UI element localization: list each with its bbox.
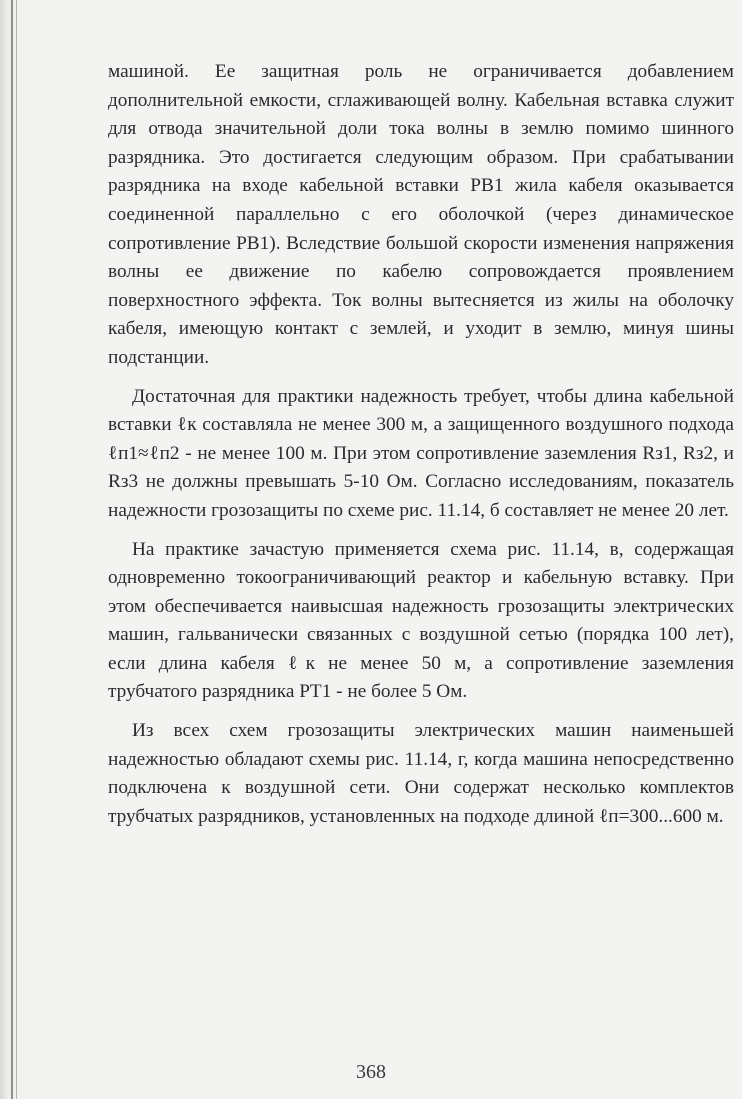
binding-edge-line <box>11 0 13 1099</box>
paragraph-3: На практике зачастую применяется схема рис. 11.14, в, содержащая одновременно токоограничивающий реактор и кабельную вставку. При этом обеспечивается наивысшая надежность грозозащиты электрических машин, гальванически связанных с воздушной сетью (порядка 100 лет), если длина кабеля ℓк не менее 50 м, а сопротивление заземления трубчатого разрядника PT1 - не более 5 Ом. <box>108 538 734 703</box>
paragraph-2: Достаточная для практики надежность требует, чтобы длина кабельной вставки ℓк составляла не менее 300 м, а защищенного воздушного подхода ℓп1≈ℓп2 - не менее 100 м. При этом сопротивление заземления Rз1, Rз2, и Rз3 не должны превышать 5-10 Ом. Согласно исследованиям, показатель надежности грозозащиты по схеме рис. 11.14, б составляет не менее 20 лет. <box>108 385 734 521</box>
page-body <box>108 58 734 841</box>
page-number: 368 <box>356 1061 386 1083</box>
page-binding-shadow <box>0 0 26 1099</box>
paragraph-1: машиной. Ее защитная роль не ограничивается добавлением дополнительной емкости, сглаживающей волну. Кабельная вставка служит для отвода значительной доли тока волны в землю помимо шинного разрядника. Это достигается следующим образом. При срабатывании разрядника на входе кабельной вставки PB1 жила кабеля оказывается соединенной параллельно с его оболочкой (через динамическое сопротивление PB1). Вследствие большой скорости изменения напряжения волны ее движение по кабелю сопровождается проявлением поверхностного эффекта. Ток волны вытесняется из жилы на оболочку кабеля, имеющую контакт с землей, и уходит в землю, минуя шины подстанции. <box>108 61 734 368</box>
binding-edge-line-secondary <box>16 0 17 1099</box>
paragraph-4: Из всех схем грозозащиты электрических машин наименьшей надежностью обладают схемы рис. 11.14, г, когда машина непосредственно подключена к воздушной сети. Они содержат несколько комплектов трубчатых разрядников, установленных на подходе длиной ℓп=300...600 м. <box>108 720 734 827</box>
